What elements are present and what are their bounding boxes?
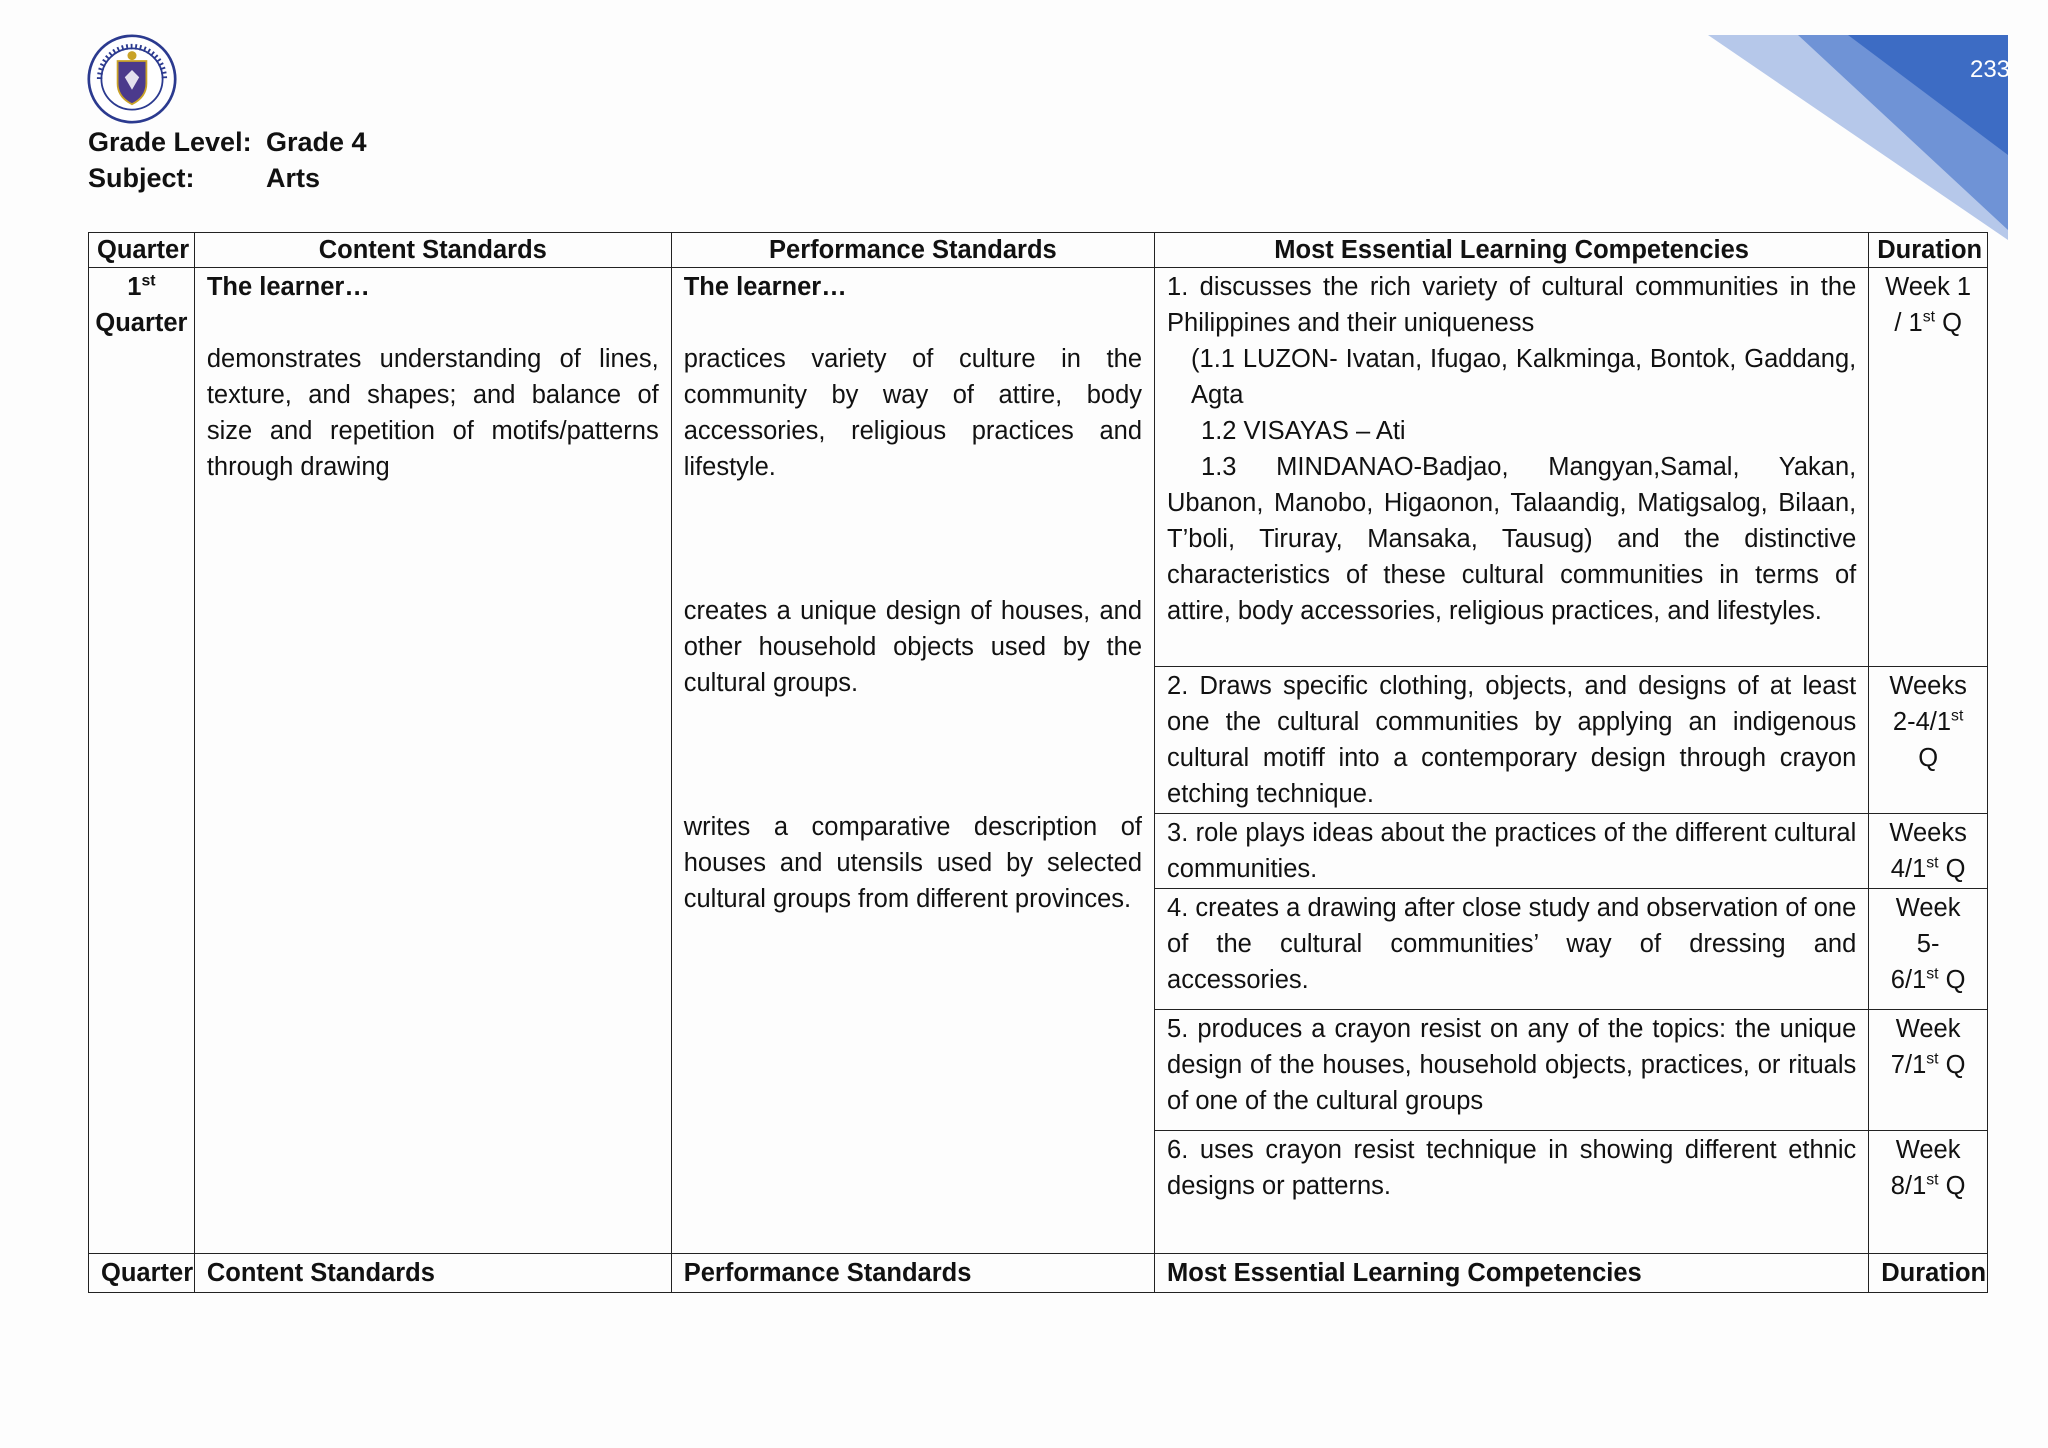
content-lead: The learner…	[206, 273, 370, 301]
performance-item-2: creates a unique design of houses, and other household objects used by the cultural groups.	[683, 597, 1143, 697]
duration-1-sup: st	[1922, 308, 1935, 326]
grade-level-label: Grade Level:	[88, 127, 252, 157]
competency-6: 6. uses crayon resist technique in showing different ethnic designs or patterns.	[1155, 1131, 1869, 1254]
performance-standard-cell	[671, 268, 1154, 1254]
competency-2: 2. Draws specific clothing, objects, and designs of at least one the cultural communities by applying an indigenous cultural motiff into a contemporary design through crayon etching technique.	[1155, 667, 1869, 814]
duration-4-line-c: Q	[1938, 966, 1966, 994]
duration-2-line-c: Q	[1918, 744, 1939, 772]
content-text: demonstrates understanding of lines, texture, and shapes; and balance of size and repetition of motifs/patterns through drawing	[206, 345, 659, 481]
duration-1-line-b: / 1	[1894, 309, 1923, 337]
deped-seal-icon	[87, 34, 177, 124]
table-row	[89, 268, 1988, 667]
header-performance-standards: Performance Standards	[671, 233, 1154, 268]
duration-6	[1869, 1131, 1988, 1254]
duration-3-line-a: Weeks	[1889, 819, 1967, 847]
header-mel: Most Essential Learning Competencies	[1155, 233, 1869, 268]
subject-value: Arts	[266, 163, 321, 193]
corner-decoration	[1708, 0, 2048, 240]
performance-lead: The learner…	[683, 273, 847, 301]
duration-6-line-b: 8/1	[1890, 1172, 1927, 1200]
content-standard-cell	[194, 268, 671, 1254]
table-header-row	[89, 233, 1988, 268]
duration-3-sup: st	[1926, 854, 1939, 872]
competency-5: 5. produces a crayon resist on any of the topics: the unique design of the houses, household objects, practices, or rituals of one of the cultural groups	[1155, 1010, 1869, 1131]
document-meta	[88, 124, 367, 196]
duration-5-line-b: 7/1	[1890, 1051, 1927, 1079]
competency-1-visayas: 1.2 VISAYAS – Ati	[1201, 417, 1406, 445]
duration-4-sup: st	[1926, 965, 1939, 983]
duration-2-line-b: 2-4/1	[1892, 708, 1952, 736]
duration-4-line-a: Week 5-	[1895, 894, 1961, 958]
quarter-word: Quarter	[95, 309, 188, 337]
header-duration: Duration	[1869, 233, 1988, 268]
duration-3-line-b: 4/1	[1890, 855, 1927, 883]
competency-1	[1155, 268, 1869, 667]
duration-3	[1869, 814, 1988, 889]
duration-2-sup: st	[1951, 707, 1964, 725]
quarter-sup: st	[141, 272, 156, 290]
competency-1-luzon: (1.1 LUZON- Ivatan, Ifugao, Kalkminga, Bontok, Gaddang, Agta	[1191, 345, 1857, 409]
footer-duration: Duration	[1869, 1254, 1988, 1293]
duration-5-sup: st	[1926, 1050, 1939, 1068]
competency-1-mindanao: 1.3 MINDANAO-Badjao, Mangyan,Samal, Yakan, Ubanon, Manobo, Higaonon, Talaandig, Matigsalog, Bilaan, T’boli, Tiruray, Mansaka, Tausug) and the distinctive characteristics of these cultural communities in terms of attire, body accessories, religious practices, and lifestyles.	[1167, 453, 1857, 625]
table-footer-row	[89, 1254, 1988, 1293]
footer-quarter: Quarter	[89, 1254, 195, 1293]
duration-2	[1869, 667, 1988, 814]
duration-3-line-c: Q	[1938, 855, 1966, 883]
footer-performance-standards: Performance Standards	[671, 1254, 1154, 1293]
competency-3: 3. role plays ideas about the practices of the different cultural communities.	[1155, 814, 1869, 889]
quarter-cell	[89, 268, 195, 1254]
duration-5-line-a: Week	[1895, 1015, 1961, 1043]
duration-1-line-c: Q	[1935, 309, 1962, 337]
header-content-standards: Content Standards	[194, 233, 671, 268]
competency-1-intro: 1. discusses the rich variety of cultural communities in the Philippines and their uniqueness	[1167, 273, 1857, 337]
duration-1	[1869, 268, 1988, 667]
duration-4-line-b: 6/1	[1890, 966, 1927, 994]
duration-4	[1869, 889, 1988, 1010]
duration-5-line-c: Q	[1938, 1051, 1966, 1079]
duration-6-sup: st	[1926, 1171, 1939, 1189]
duration-6-line-c: Q	[1938, 1172, 1966, 1200]
footer-mel: Most Essential Learning Competencies	[1155, 1254, 1869, 1293]
competency-4: 4. creates a drawing after close study and observation of one of the cultural communities’ way of dressing and accessories.	[1155, 889, 1869, 1010]
duration-2-line-a: Weeks	[1889, 672, 1967, 700]
curriculum-table	[88, 232, 1988, 1293]
duration-6-line-a: Week	[1895, 1136, 1961, 1164]
grade-level-value: Grade 4	[266, 127, 367, 157]
footer-content-standards: Content Standards	[194, 1254, 671, 1293]
duration-1-line-a: Week 1	[1885, 273, 1972, 301]
duration-5	[1869, 1010, 1988, 1131]
performance-item-3: writes a comparative description of houses and utensils used by selected cultural groups from different provinces.	[683, 813, 1143, 913]
subject-label: Subject:	[88, 163, 195, 193]
header-quarter: Quarter	[89, 233, 195, 268]
page-number: 233	[1969, 56, 2011, 83]
quarter-number: 1	[127, 273, 142, 301]
performance-item-1: practices variety of culture in the community by way of attire, body accessories, religious practices and lifestyle.	[683, 345, 1143, 481]
